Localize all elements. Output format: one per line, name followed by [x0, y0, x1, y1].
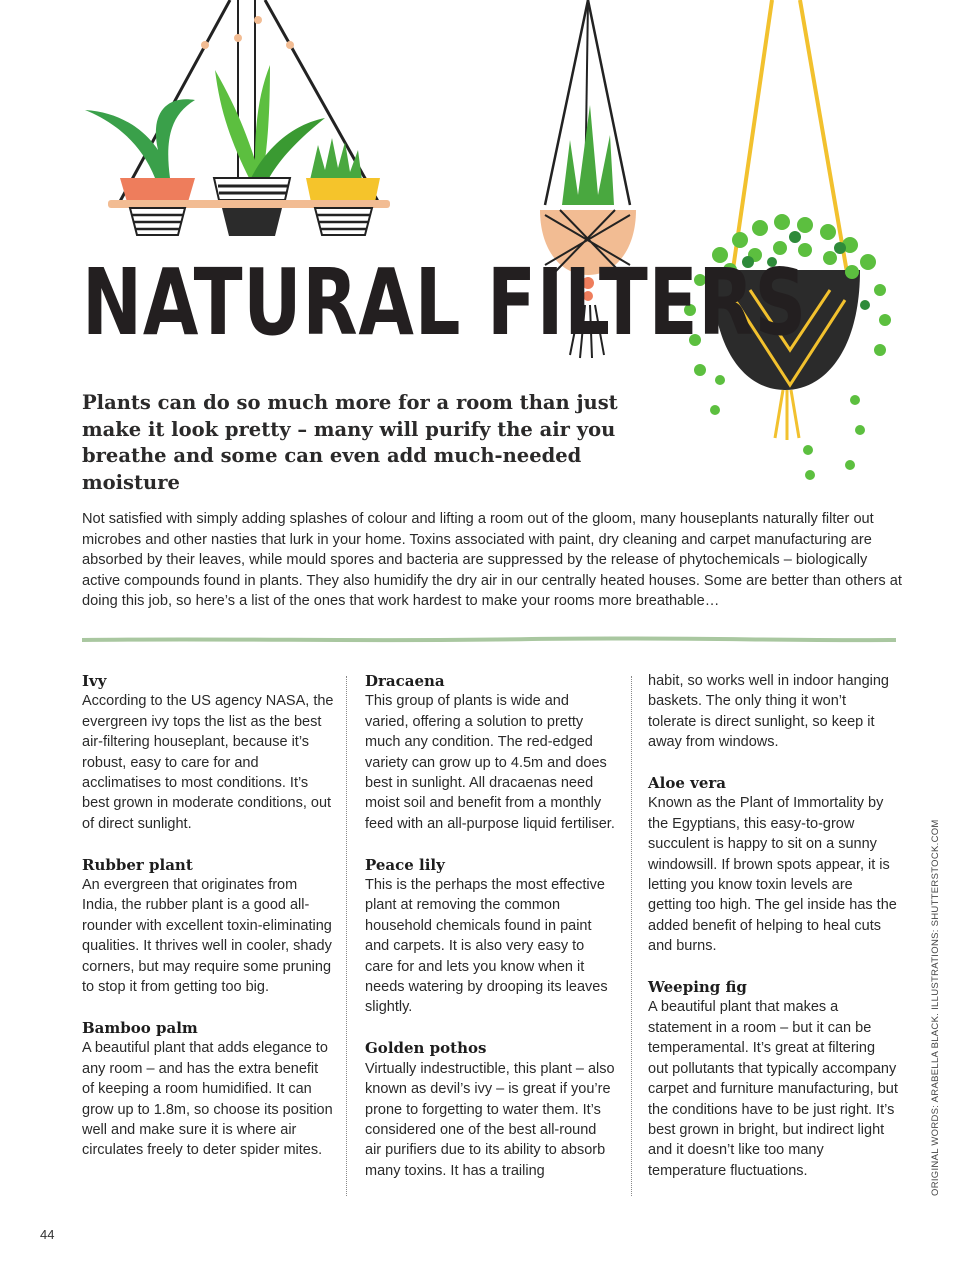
plant-description: Virtually indestructible, this plant – also known as devil’s ivy – is great if you’re prone to forgetting to water them. It’s considered one of the best all-round air purifiers due to its ability to absorb many toxins. It has a trailing [365, 1060, 615, 1179]
plant-description: This is the perhaps the most effective plant at removing the common household chemicals found in paint and carpets. It is also very easy to care for and lets you know when it needs watering by drooping its leaves slightly. [365, 877, 608, 1016]
plant-description: An evergreen that originates from India, the rubber plant is a good all-rounder with excellent toxin-eliminating qualities. It thrives well in cooler, shady corners, but may require some pruning to stop it from getting too big. [82, 877, 332, 996]
plant-heading: Peace lily [365, 855, 445, 874]
plant-heading: Dracaena [365, 672, 445, 690]
plant-entry-golden-pothos-continued [648, 671, 898, 753]
column-separator [346, 676, 347, 1196]
plant-heading: Weeping fig [648, 978, 747, 997]
plant-heading: Aloe vera [648, 774, 726, 793]
plant-description: This group of plants is wide and varied, offering a solution to pretty much any condition. The red-edged variety can grow up to 4.5m and does best in sunlight. All dracaenas need moist soil and benefit from a monthly feed with an all-purpose liquid fertiliser. [365, 693, 615, 832]
plant-entry-dracaena [365, 671, 615, 834]
section-divider [82, 634, 896, 646]
plant-entry-aloe-vera [648, 773, 898, 957]
column-2 [365, 671, 615, 1202]
page-number: 44 [40, 1227, 55, 1242]
string-of-pearls-illustration [684, 0, 891, 480]
plant-description: Known as the Plant of Immortality by the Egyptians, this easy-to-grow succulent is happy to sit on a sunny windowsill. If brown spots appear, it is letting you know toxin levels are getting too high. The gel inside has the added benefit of helping to heal cuts and burns. [648, 795, 897, 955]
plant-heading: Golden pothos [365, 1039, 487, 1058]
plant-entry-golden-pothos [365, 1038, 615, 1181]
column-3 [648, 671, 898, 1202]
plant-entry-rubber-plant [82, 855, 334, 998]
plant-entry-weeping-fig [648, 977, 898, 1181]
column-separator [631, 676, 632, 1196]
plant-heading: Rubber plant [82, 855, 193, 874]
plant-entry-bamboo-palm [82, 1018, 334, 1161]
plant-description: A beautiful plant that adds elegance to any room – and has the extra benefit of keeping a room humidified. It can grow up to 1.8m, so choose its position well and make sure it is where air circulates freely to deter spider mites. [82, 1040, 333, 1159]
plant-entry-peace-lily [365, 855, 615, 1018]
intro-paragraph: Not satisfied with simply adding splashes of colour and lifting a room out of the gloom, many houseplants naturally filter out microbes and other nasties that lurk in your home. Toxins associated with paint, dry cleaning and carpet manufacturing are absorbed by their leaves, while mould spores and bacteria are suppressed by the release of phytochemicals – biologically active compounds found in plants. They also humidify the dry air in our centrally heated houses. Some are better than others at doing this job, so here’s a list of the ones that work hardest to make your rooms more breathable… [82, 511, 902, 609]
plant-heading: Ivy [82, 672, 107, 690]
column-1 [82, 671, 334, 1181]
page-title: NATURAL FILTERS [82, 249, 807, 356]
plant-heading: Bamboo palm [82, 1018, 198, 1037]
hanging-shelf-plants-illustration [85, 0, 390, 236]
plant-description: habit, so works well in indoor hanging baskets. The only thing it won’t tolerate is direct sunlight, so keep it away from windows. [648, 673, 889, 751]
plant-description: A beautiful plant that makes a statement in a room – but it can be temperamental. It’s great at filtering out pollutants that typically accompany carpet and furniture manufacturing, but the conditions have to be just right. It’s best grown in bright, but indirect light and it doesn’t like too many temperature fluctuations. [648, 999, 898, 1179]
plant-entry-ivy [82, 671, 334, 834]
illustration-credit: ORIGINAL WORDS: ARABELLA BLACK. ILLUSTRATIONS: SHUTTERSTOCK.COM [930, 819, 941, 1196]
standfirst: Plants can do so much more for a room than just make it look pretty – many will purify the air you breathe and some can even add much-needed moisture [82, 391, 618, 494]
plant-description: According to the US agency NASA, the evergreen ivy tops the list as the best air-filtering houseplant, because it’s robust, easy to care for and acclimatises to most conditions. It’s best grown in moderate conditions, out of direct sunlight. [82, 693, 334, 832]
